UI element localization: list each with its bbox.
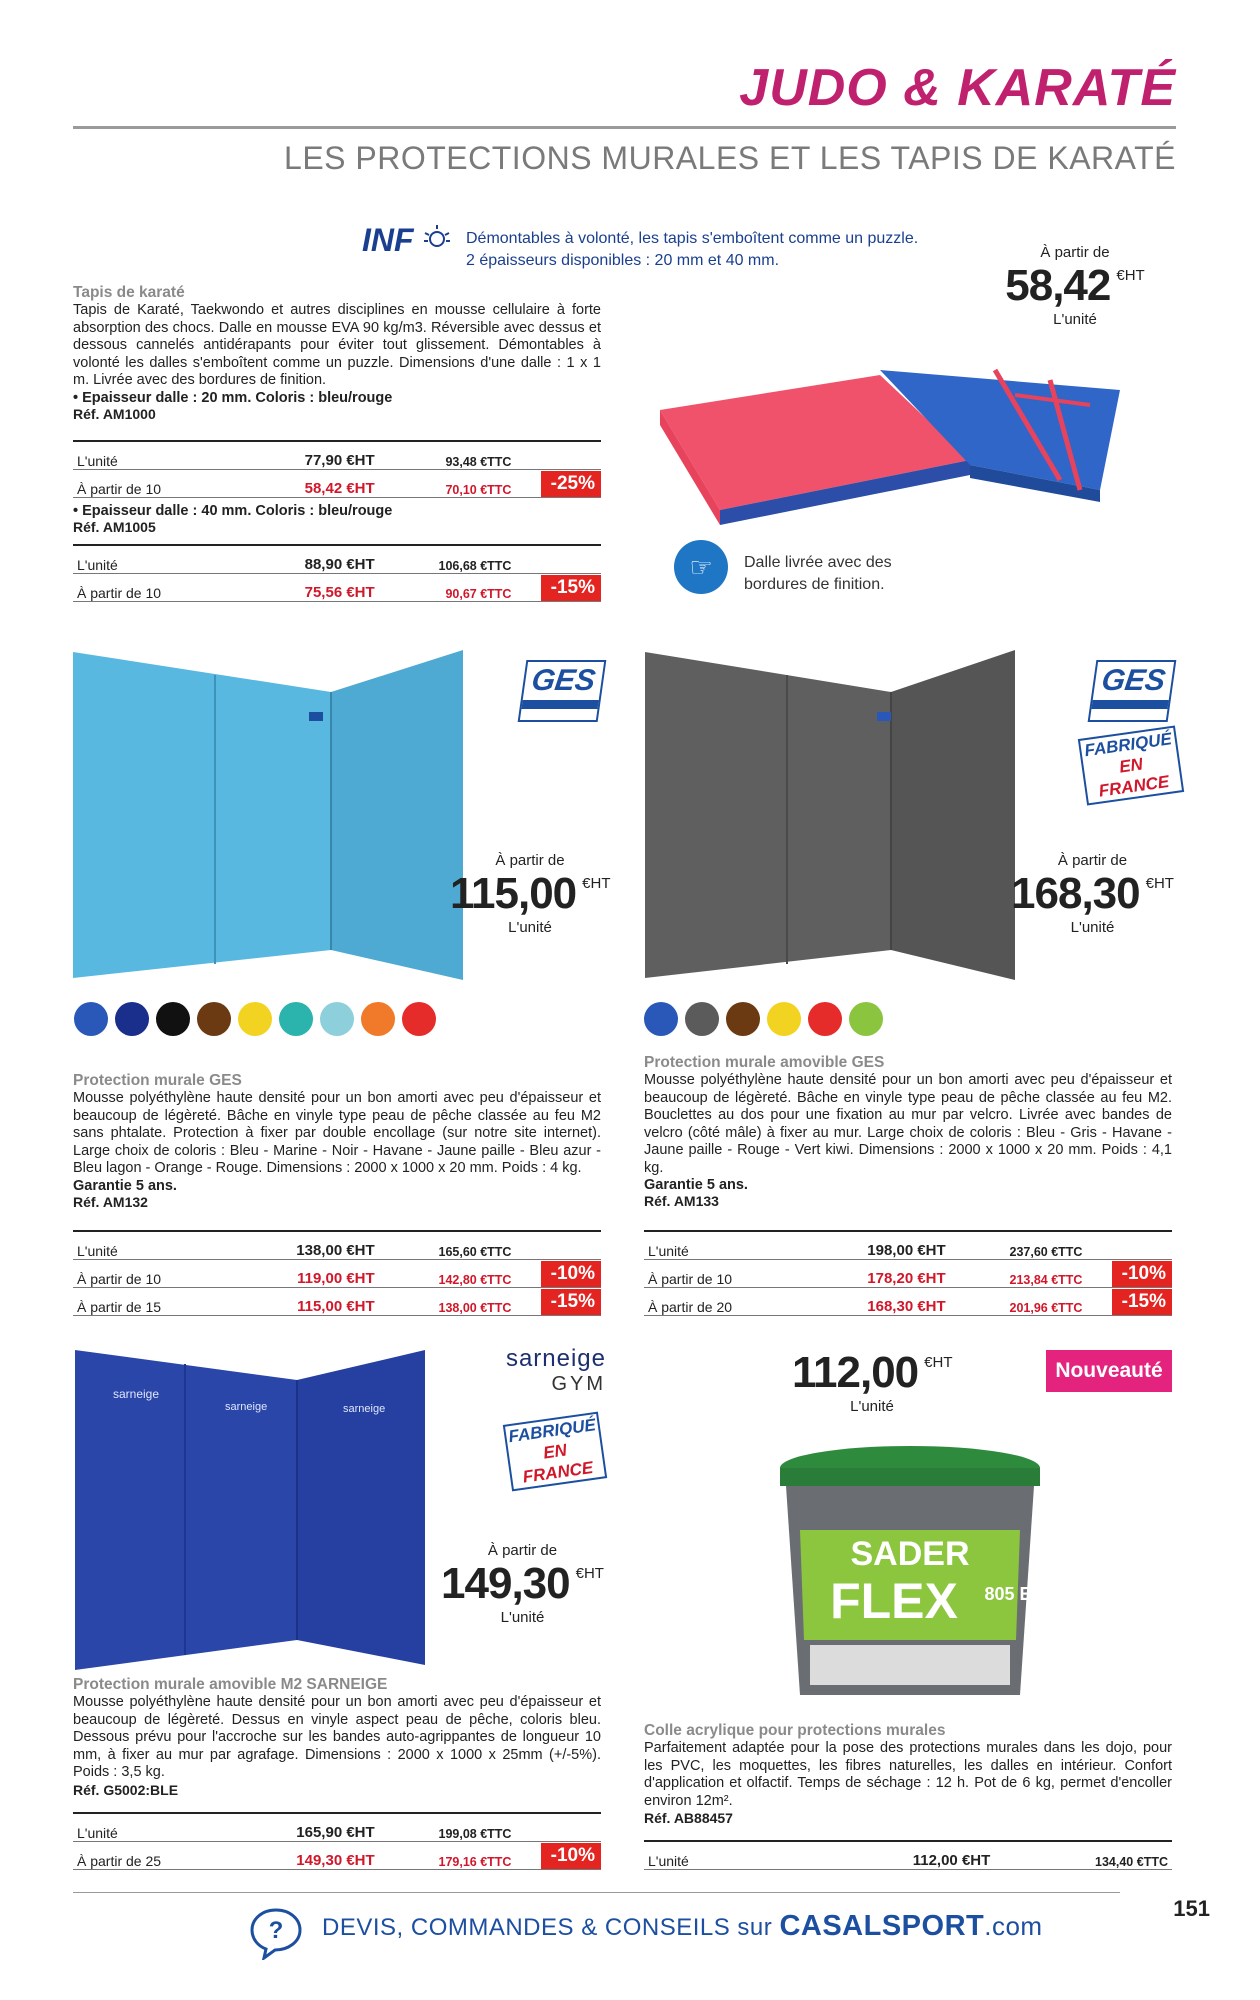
color-swatch <box>849 1002 883 1036</box>
row-label: L'unité <box>73 1232 263 1260</box>
ges-section <box>73 1072 601 1210</box>
price-ht: 75,56 €HT <box>263 574 378 602</box>
from-label: À partir de <box>487 1542 558 1559</box>
discount-badge: -10% <box>541 1261 601 1287</box>
tapis-variant-2 <box>73 503 601 535</box>
ges-amovible-price-block <box>1005 852 1180 936</box>
color-swatch <box>320 1002 354 1036</box>
discount-cell <box>515 442 601 470</box>
discount-cell <box>515 470 601 498</box>
price-ht: 138,00 €HT <box>263 1232 378 1260</box>
row-label: À partir de 10 <box>73 574 263 602</box>
row-label: À partir de 15 <box>73 1288 263 1316</box>
fabrique-en-france-badge <box>503 1412 607 1492</box>
row-label: À partir de 10 <box>644 1260 834 1288</box>
lightbulb-icon <box>422 223 452 253</box>
color-swatches <box>74 1002 494 1038</box>
price-ht: 149,30 €HT <box>263 1842 378 1870</box>
price-ttc: 165,60 €TTC <box>379 1232 516 1260</box>
color-swatches <box>644 1002 944 1038</box>
badge-line-1: FABRIQUÉ <box>1083 729 1173 761</box>
color-swatch <box>197 1002 231 1036</box>
color-swatch <box>685 1002 719 1036</box>
product-description: Mousse polyéthylène haute densité pour un bon amorti avec peu d'épaisseur et beaucoup de légèreté. Bâche en vinyle type peau de pêche classée au feu M2. Bouclettes au dos pour une fixation au mur par velcro. Livrée avec bandes de velcro (côté mâle) à fixer au mur. Large choix de coloris : Bleu - Gris - Havane - Jaune paille - Rouge - Vert kiwi. Dimensions : 2000 x 1000 x 20 mm. Poids : 4,1 kg. <box>644 1072 1172 1176</box>
table-row <box>73 1288 601 1316</box>
discount-badge: -15% <box>541 1289 601 1315</box>
from-label: À partir de <box>1040 244 1110 261</box>
info-text <box>466 228 926 272</box>
product-title: Protection murale amovible M2 SARNEIGE <box>73 1676 388 1693</box>
color-swatch <box>402 1002 436 1036</box>
price-ttc: 237,60 €TTC <box>950 1232 1087 1260</box>
discount-cell <box>1086 1288 1172 1316</box>
price-ht: 88,90 €HT <box>263 546 378 574</box>
row-label: À partir de 10 <box>73 1260 263 1288</box>
price-suffix: €HT <box>1116 267 1145 284</box>
color-swatch <box>808 1002 842 1036</box>
table-row <box>73 442 601 470</box>
footer-domain[interactable]: .com <box>984 1911 1043 1941</box>
product-ref: Réf. AM132 <box>73 1193 148 1210</box>
discount-cell <box>515 1288 601 1316</box>
ges-amovible-section <box>644 1054 1172 1209</box>
color-swatch <box>115 1002 149 1036</box>
footer-rule <box>73 1892 1120 1893</box>
price-table <box>73 1814 601 1870</box>
price-ttc: 142,80 €TTC <box>379 1260 516 1288</box>
price-value: 112,00 <box>792 1348 919 1397</box>
tapis-section <box>73 284 601 422</box>
discount-cell <box>515 546 601 574</box>
product-title: Protection murale amovible GES <box>644 1054 885 1071</box>
unit-label: L'unité <box>500 1609 545 1626</box>
ges-logo-text: GES <box>1099 664 1168 697</box>
price-ht: 77,90 €HT <box>263 442 378 470</box>
table-row <box>73 1814 601 1842</box>
info-line-2: 2 épaisseurs disponibles : 20 mm et 40 mm. <box>466 252 780 269</box>
price-ht: 198,00 €HT <box>834 1232 949 1260</box>
product-ref: Réf. AM133 <box>644 1193 719 1209</box>
product-title: Protection murale GES <box>73 1072 242 1089</box>
price-ttc: 90,67 €TTC <box>379 574 516 602</box>
chat-question-icon <box>248 1906 306 1960</box>
info-logo <box>362 222 452 259</box>
variant-line: • Epaisseur dalle : 40 mm. Coloris : bleu/rouge <box>73 503 393 519</box>
footer-brand[interactable]: CASALSPORT <box>779 1910 985 1942</box>
price-ht: 178,20 €HT <box>834 1260 949 1288</box>
variant-line: • Epaisseur dalle : 20 mm. Coloris : bleu/rouge <box>73 389 393 406</box>
product-ref: Réf. AM1000 <box>73 405 156 422</box>
color-swatch <box>767 1002 801 1036</box>
discount-cell <box>515 1842 601 1870</box>
header-rule <box>73 126 1176 129</box>
price-suffix: €HT <box>1145 875 1174 892</box>
bucket-code: 805 E <box>984 1584 1032 1604</box>
fabrique-en-france-badge <box>1078 726 1184 806</box>
row-label: À partir de 20 <box>644 1288 834 1316</box>
ges-amovible-wall-image <box>645 650 1015 980</box>
panel-brand-1: sarneige <box>113 1387 160 1401</box>
badge-line-2: EN FRANCE <box>1097 754 1171 801</box>
price-value: 149,30 <box>441 1559 570 1608</box>
row-label: L'unité <box>73 546 263 574</box>
color-swatch <box>361 1002 395 1036</box>
table-row <box>73 1232 601 1260</box>
price-ht: 168,30 €HT <box>834 1288 949 1316</box>
product-ref: Réf. G5002:BLE <box>73 1781 179 1798</box>
ges-wall-image <box>73 650 463 980</box>
price-value: 115,00 <box>450 869 577 918</box>
glue-bucket-image <box>770 1440 1050 1710</box>
price-table <box>73 442 601 498</box>
product-description: Mousse polyéthylène haute densité pour un bon amorti avec peu d'épaisseur et beaucoup de légèreté. Dessus en vinyle aspect peau de pêche, coloris bleu. Dessous prévu pour l'accroche sur les bandes auto-agrippantes de longueur 10 mm, à fixer au mur par agrafage. Dimensions : 2000 x 1000 x 25mm (+/-5%). Poids : 3,5 kg. <box>73 1694 601 1780</box>
price-ht: 58,42 €HT <box>263 470 378 498</box>
price-ttc: 134,40 €TTC <box>994 1842 1172 1870</box>
price-value: 168,30 <box>1011 869 1140 918</box>
price-ttc: 179,16 €TTC <box>379 1842 516 1870</box>
nouveaute-badge: Nouveauté <box>1046 1350 1172 1392</box>
price-ttc: 93,48 €TTC <box>379 442 516 470</box>
info-line-1: Démontables à volonté, les tapis s'emboîtent comme un puzzle. <box>466 230 919 247</box>
color-swatch <box>74 1002 108 1036</box>
row-label: L'unité <box>73 442 263 470</box>
colle-price-block <box>792 1348 952 1415</box>
ges-price-block <box>450 852 610 936</box>
price-value: 58,42 <box>1005 261 1111 310</box>
unit-label: L'unité <box>1070 919 1115 936</box>
price-table <box>644 1842 1172 1870</box>
table-row <box>73 470 601 498</box>
footer-cta <box>322 1910 1043 1943</box>
price-ht: 112,00 €HT <box>814 1842 994 1870</box>
color-swatch <box>726 1002 760 1036</box>
dalle-note-line-1: Dalle livrée avec des <box>744 554 892 571</box>
product-description: Parfaitement adaptée pour la pose des protections murales dans les dojo, pour les PVC, les moquettes, les fibres naturelles, les dalles en intérieur. Confort d'application et olfactif. Temps de séchage : 12 h. Pot de 6 kg, permet d'encoller environ 12m². <box>644 1740 1172 1809</box>
footer-text: DEVIS, COMMANDES & CONSEILS sur <box>322 1914 773 1941</box>
badge-line-1: FABRIQUÉ <box>507 1415 597 1447</box>
ges-logo <box>518 660 607 722</box>
row-label: À partir de 25 <box>73 1842 263 1870</box>
price-ttc: 138,00 €TTC <box>379 1288 516 1316</box>
price-suffix: €HT <box>582 875 611 892</box>
table-row <box>73 574 601 602</box>
discount-cell <box>1086 1260 1172 1288</box>
product-description: Mousse polyéthylène haute densité pour un bon amorti avec peu d'épaisseur et beaucoup de légèreté. Bâche en vinyle type peau de pêche classée au feu M2 sans phtalate. Protection à fixer par double encollage (sur notre site internet). Large choix de coloris : Bleu - Marine - Noir - Havane - Jaune paille - Bleu azur - Bleu lagon - Orange - Rouge. Dimensions : 2000 x 1000 x 20 mm. Poids : 4 kg. <box>73 1090 601 1176</box>
table-row <box>73 1260 601 1288</box>
colle-section <box>644 1722 1172 1826</box>
price-ttc: 201,96 €TTC <box>950 1288 1087 1316</box>
color-swatch <box>156 1002 190 1036</box>
sarneige-logo-sub: GYM <box>551 1373 606 1395</box>
price-ht: 115,00 €HT <box>263 1288 378 1316</box>
color-swatch <box>238 1002 272 1036</box>
product-ref: Réf. AB88457 <box>644 1810 733 1826</box>
discount-badge: -25% <box>541 471 601 497</box>
ges-logo-text: GES <box>529 664 598 697</box>
sarneige-price-block <box>435 1542 610 1626</box>
from-label: À partir de <box>495 852 565 869</box>
discount-cell <box>515 574 601 602</box>
discount-badge: -15% <box>1112 1289 1172 1315</box>
price-table <box>73 1232 601 1316</box>
svg-text:?: ? <box>268 1917 284 1944</box>
thumbs-up-icon: ☞ <box>674 540 728 594</box>
unit-label: L'unité <box>850 1398 894 1415</box>
tapis-price-block <box>1000 244 1150 328</box>
unit-label: L'unité <box>1053 311 1097 328</box>
page-title: JUDO & KARATÉ <box>739 59 1176 117</box>
table-row <box>644 1288 1172 1316</box>
badge-line-2: EN FRANCE <box>521 1440 595 1487</box>
guarantee-text: Garantie 5 ans. <box>73 1177 177 1194</box>
product-description: Tapis de Karaté, Taekwondo et autres disciplines en mousse cellulaire à forte absorption des chocs. Dalle en mousse EVA 90 kg/m3. Réversible avec dessus et dessous cannelés antidérapants pour éviter tout glissement. Démontables à volonté les dalles s'emboîtent comme un puzzle. Dimensions d'une dalle : 1 x 1 m. Livrée avec des bordures de finition. <box>73 302 601 388</box>
unit-label: L'unité <box>508 919 552 936</box>
row-label: L'unité <box>73 1814 263 1842</box>
bucket-brand: SADER <box>850 1535 970 1573</box>
sarneige-logo <box>470 1345 606 1396</box>
price-table <box>644 1232 1172 1316</box>
guarantee-text: Garantie 5 ans. <box>644 1177 748 1193</box>
table-row <box>644 1260 1172 1288</box>
sarneige-logo-text: sarneige <box>505 1345 606 1372</box>
info-logo-text: INF <box>362 222 414 258</box>
sarneige-wall-image <box>73 1350 425 1670</box>
table-row <box>644 1232 1172 1260</box>
ges-logo <box>1088 660 1177 722</box>
panel-brand-3: sarneige <box>343 1403 386 1415</box>
price-suffix: €HT <box>575 1565 604 1582</box>
table-row <box>73 546 601 574</box>
discount-badge: -10% <box>541 1843 601 1869</box>
discount-cell <box>515 1260 601 1288</box>
discount-cell <box>515 1232 601 1260</box>
sarneige-section <box>73 1676 601 1798</box>
discount-badge: -15% <box>541 575 601 601</box>
product-title: Colle acrylique pour protections murales <box>644 1722 946 1739</box>
dalle-note <box>744 552 892 596</box>
page-number: 151 <box>1173 1896 1210 1921</box>
from-label: À partir de <box>1057 852 1128 869</box>
dalle-note-line-2: bordures de finition. <box>744 576 885 593</box>
discount-cell <box>515 1814 601 1842</box>
row-label: L'unité <box>644 1842 814 1870</box>
price-suffix: €HT <box>924 1354 953 1371</box>
row-label: À partir de 10 <box>73 470 263 498</box>
table-row <box>73 1842 601 1870</box>
price-ht: 165,90 €HT <box>263 1814 378 1842</box>
karate-mat-image <box>650 330 1130 530</box>
price-ttc: 199,08 €TTC <box>379 1814 516 1842</box>
discount-badge: -10% <box>1112 1261 1172 1287</box>
row-label: L'unité <box>644 1232 834 1260</box>
price-table <box>73 546 601 602</box>
price-ht: 119,00 €HT <box>263 1260 378 1288</box>
product-ref: Réf. AM1005 <box>73 519 156 535</box>
bucket-product: FLEX <box>830 1573 958 1629</box>
price-ttc: 213,84 €TTC <box>950 1260 1087 1288</box>
discount-cell <box>1086 1232 1172 1260</box>
table-row <box>644 1842 1172 1870</box>
price-ttc: 70,10 €TTC <box>379 470 516 498</box>
color-swatch <box>644 1002 678 1036</box>
panel-brand-2: sarneige <box>225 1401 268 1413</box>
color-swatch <box>279 1002 313 1036</box>
price-ttc: 106,68 €TTC <box>379 546 516 574</box>
page-subtitle: LES PROTECTIONS MURALES ET LES TAPIS DE KARATÉ <box>284 140 1176 176</box>
product-title: Tapis de karaté <box>73 284 185 301</box>
